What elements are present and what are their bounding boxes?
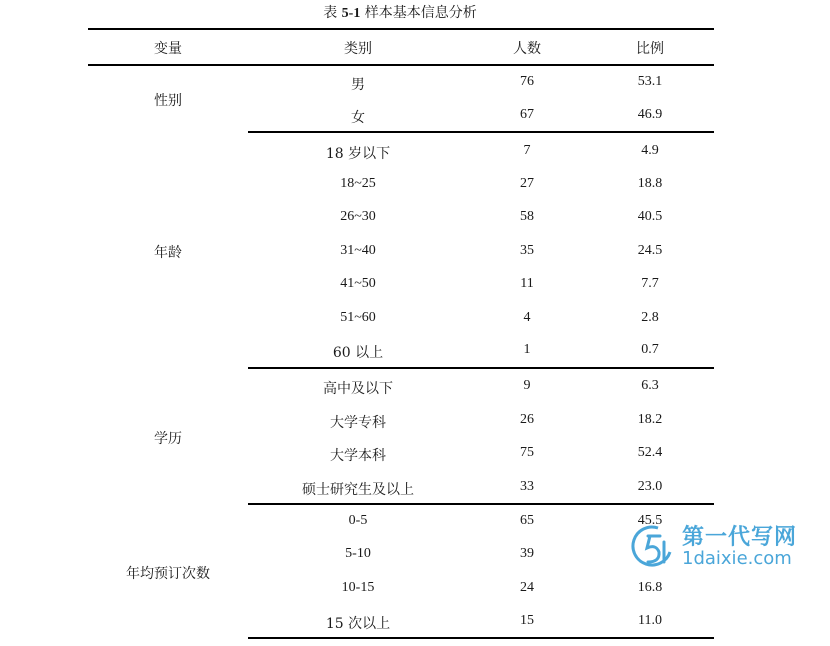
- table-cell-ratio: 18.2: [637, 412, 663, 427]
- table-cell-category: 男: [351, 77, 365, 93]
- table-cell-count: 26: [520, 412, 534, 427]
- bottom-rule: [248, 637, 714, 639]
- table-cell-category: 高中及以下: [323, 381, 393, 397]
- header-count: 人数: [513, 41, 541, 57]
- table-cell-count: 1: [523, 342, 531, 357]
- table-cell-count: 33: [520, 479, 534, 494]
- caption-prefix: 表: [323, 5, 338, 21]
- table-cell-count: 75: [520, 445, 534, 460]
- table-cell-count: 15: [520, 613, 534, 628]
- table-cell-ratio: 6.3: [641, 378, 659, 393]
- table-cell-category: 0-5: [348, 513, 368, 528]
- table-caption: [0, 2, 800, 22]
- table-cell-count: 27: [520, 176, 534, 191]
- table-cell-ratio: 4.9: [641, 143, 659, 158]
- group-label-bookings: 年均预订次数: [126, 566, 210, 582]
- group-label-education: 学历: [154, 431, 182, 447]
- table-cell-count: 9: [523, 378, 531, 393]
- table-cell-category: 大学本科: [330, 448, 386, 464]
- table-cell-count: 65: [520, 513, 534, 528]
- table-cell-category: 31~40: [340, 243, 376, 258]
- table-cell-ratio: 11.0: [638, 613, 662, 628]
- table-cell-category: 51~60: [340, 310, 376, 325]
- table-cell-count: 76: [520, 74, 534, 89]
- table-cell-ratio: 2.8: [641, 310, 659, 325]
- table-cell-ratio: 0.7: [641, 342, 659, 357]
- table-cell-count: 39: [520, 546, 534, 561]
- table-cell-category: 女: [351, 110, 365, 126]
- table-cell-category: 大学专科: [330, 415, 386, 431]
- header-variable: 变量: [154, 41, 182, 57]
- watermark-line2: 1daixie.com: [682, 548, 792, 569]
- table-cell-count: 7: [523, 143, 531, 158]
- table-cell-ratio: 23.0: [637, 479, 663, 494]
- table-cell-ratio: 46.9: [637, 107, 663, 122]
- table-cell-ratio: 40.5: [637, 209, 663, 224]
- table-cell-category: 26~30: [340, 209, 376, 224]
- table-cell-ratio: 18.8: [637, 176, 663, 191]
- table-cell-count: 11: [520, 276, 534, 291]
- table-cell-category: 15 次以上: [325, 616, 391, 632]
- header-rule: [88, 64, 714, 66]
- table-cell-count: 4: [523, 310, 531, 325]
- header-category: 类别: [344, 41, 372, 57]
- caption-title: 样本基本信息分析: [364, 5, 477, 21]
- group-rule: [248, 131, 714, 133]
- table-cell-ratio: 7.7: [641, 276, 659, 291]
- table-cell-category: 41~50: [340, 276, 376, 291]
- table-cell-ratio: 16.8: [637, 580, 663, 595]
- watermark-logo-icon: [628, 522, 678, 570]
- watermark: [628, 520, 828, 572]
- table-cell-category: 5-10: [345, 546, 371, 561]
- group-rule: [248, 367, 714, 369]
- table-cell-ratio: 52.4: [637, 445, 663, 460]
- group-label-age: 年龄: [154, 245, 182, 261]
- table-cell-category: 18~25: [340, 176, 376, 191]
- table-cell-category: 10-15: [341, 580, 375, 595]
- table-cell-count: 67: [520, 107, 534, 122]
- table-cell-count: 24: [520, 580, 534, 595]
- group-label-gender: 性别: [154, 93, 182, 109]
- table-cell-count: 35: [520, 243, 534, 258]
- table-cell-ratio: 45.5: [637, 513, 663, 528]
- table-cell-category: 60 以上: [332, 345, 384, 361]
- top-rule: [88, 28, 714, 30]
- table-cell-category: 18 岁以下: [325, 146, 391, 162]
- caption-number: 5-1: [341, 6, 361, 21]
- table-cell-count: 58: [520, 209, 534, 224]
- group-rule: [248, 503, 714, 505]
- header-ratio: 比例: [636, 41, 664, 57]
- table-cell-ratio: 24.5: [637, 243, 663, 258]
- watermark-line1: 第一代写网: [682, 525, 798, 550]
- table-cell-category: 硕士研究生及以上: [302, 482, 414, 498]
- table-cell-ratio: 53.1: [637, 74, 663, 89]
